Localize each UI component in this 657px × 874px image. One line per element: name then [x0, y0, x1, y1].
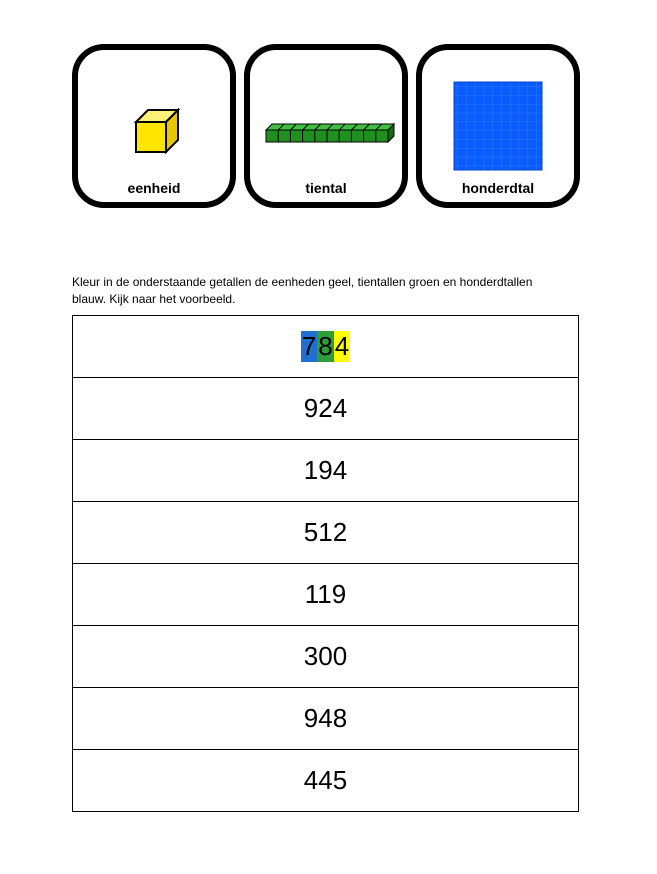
- table-row: [73, 688, 579, 750]
- blue-flat-icon: [422, 60, 574, 180]
- card-label: eenheid: [127, 180, 181, 196]
- instructions-text: Kleur in de onderstaande getallen de eenheden geel, tientallen groen en honderdtallen blauw. Kijk naar het voorbeeld.: [72, 275, 533, 306]
- numbers-table: [72, 315, 579, 812]
- number-cell[interactable]: 512: [73, 502, 579, 564]
- table-row: [73, 564, 579, 626]
- number-cell[interactable]: 194: [73, 440, 579, 502]
- card-label: tiental: [305, 180, 347, 196]
- example-cell: [73, 316, 579, 378]
- hundreds-digit: 7: [301, 331, 317, 361]
- number-cell[interactable]: 948: [73, 688, 579, 750]
- number-cell[interactable]: 119: [73, 564, 579, 626]
- number-cell[interactable]: 300: [73, 626, 579, 688]
- green-rod-icon: [250, 60, 402, 180]
- table-row: [73, 626, 579, 688]
- yellow-cube-icon: [78, 60, 230, 180]
- card-honderdtal: [416, 44, 580, 208]
- card-label: honderdtal: [461, 180, 535, 196]
- number-cell[interactable]: 924: [73, 378, 579, 440]
- table-row: [73, 378, 579, 440]
- table-row: [73, 502, 579, 564]
- table-row: [73, 316, 579, 378]
- units-digit: 4: [334, 331, 350, 361]
- card-eenheid: [72, 44, 236, 208]
- table-row: [73, 440, 579, 502]
- tens-digit: 8: [318, 331, 333, 361]
- number-cell[interactable]: 445: [73, 750, 579, 812]
- card-tiental: [244, 44, 408, 208]
- table-row: [73, 750, 579, 812]
